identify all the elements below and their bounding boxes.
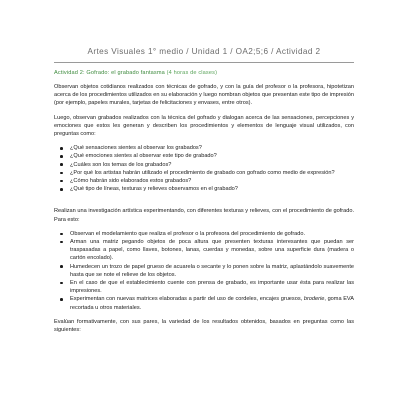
list-item	[70, 295, 354, 311]
paragraph-observe: Luego, observan grabados realizados con la técnica del gofrado y dialogan acerca de las sensaciones, percepciones y emociones que estos les generan y describen los procedimientos y elementos de lenguaje visual utilizados, con preguntas como:	[54, 114, 354, 138]
paragraph-intro: Observan objetos cotidianos realizados con técnicas de gofrado, y con la guía del profesor o la profesora, hipotetizan acerca de los procedimientos utilizados en su elaboración y luego nombran objetos que presentan este tipo de impresión (por ejemplo, papeles murales, tarjetas de felicitaciones y envases, entre otros).	[54, 84, 354, 107]
spacer	[54, 199, 354, 207]
list-item: ¿Cuáles son los temas de los grabados?	[70, 161, 354, 169]
list-item: ¿Qué sensaciones sientes al observar los grabados?	[70, 144, 354, 152]
paragraph-evaluate: Evalúan formativamente, con sus pares, la variedad de los resultados obtenidos, basados en preguntas como las siguientes:	[54, 318, 354, 334]
step-text-start: Experimentan con nuevas matrices elaboradas a partir del uso de cordeles, encajes gruesos,	[70, 296, 304, 303]
step-text-italic: broderie	[303, 296, 325, 303]
paragraph-research: Realizan una investigación artística experimentando, con diferentes texturas y relieves, con el procedimiento de gofrado. Para esto:	[54, 208, 354, 223]
activity-title-text: Actividad 2: Gofrado: el grabado fantasma	[54, 70, 165, 76]
list-item: ¿Cómo habrán sido elaborados estos grabados?	[70, 177, 354, 185]
list-item: ¿Por qué los artistas habrán utilizado el procedimiento de grabado con gofrado como medio de expresión?	[70, 169, 354, 177]
steps-list	[54, 230, 354, 312]
list-item: Humedecen un trozo de papel grueso de acuarela o secante y lo ponen sobre la matriz, aplastándolo suavemente hasta que se note el relieve de los objetos.	[70, 263, 354, 278]
list-item: ¿Qué tipo de líneas, texturas y relieves observamos en el grabado?	[70, 185, 354, 193]
activity-title	[54, 70, 354, 76]
activity-hours: (4 horas de clases)	[166, 70, 218, 76]
questions-list	[54, 144, 354, 193]
list-item: Arman una matriz pegando objetos de poca altura que presenten texturas interesantes que puedan ser traspasadas a papel, como llaves, botones, lanas, cuerdas y monedas, sobre una superficie dura (madera o cartón encolado).	[70, 239, 354, 262]
step-text-end: , goma EVA recortada u otros materiales.	[70, 296, 354, 311]
page-header: Artes Visuales 1° medio / Unidad 1 / OA2;5;6 / Actividad 2	[54, 0, 354, 63]
list-item: En el caso de que el establecimiento cuente con prensa de grabado, es importante usar ésta para realizar las impresiones.	[70, 280, 354, 295]
list-item: Observan el modelamiento que realiza el profesor o la profesora del procedimiento de gofrado.	[70, 230, 354, 238]
list-item: ¿Qué emociones sientes al observar este tipo de grabado?	[70, 152, 354, 160]
